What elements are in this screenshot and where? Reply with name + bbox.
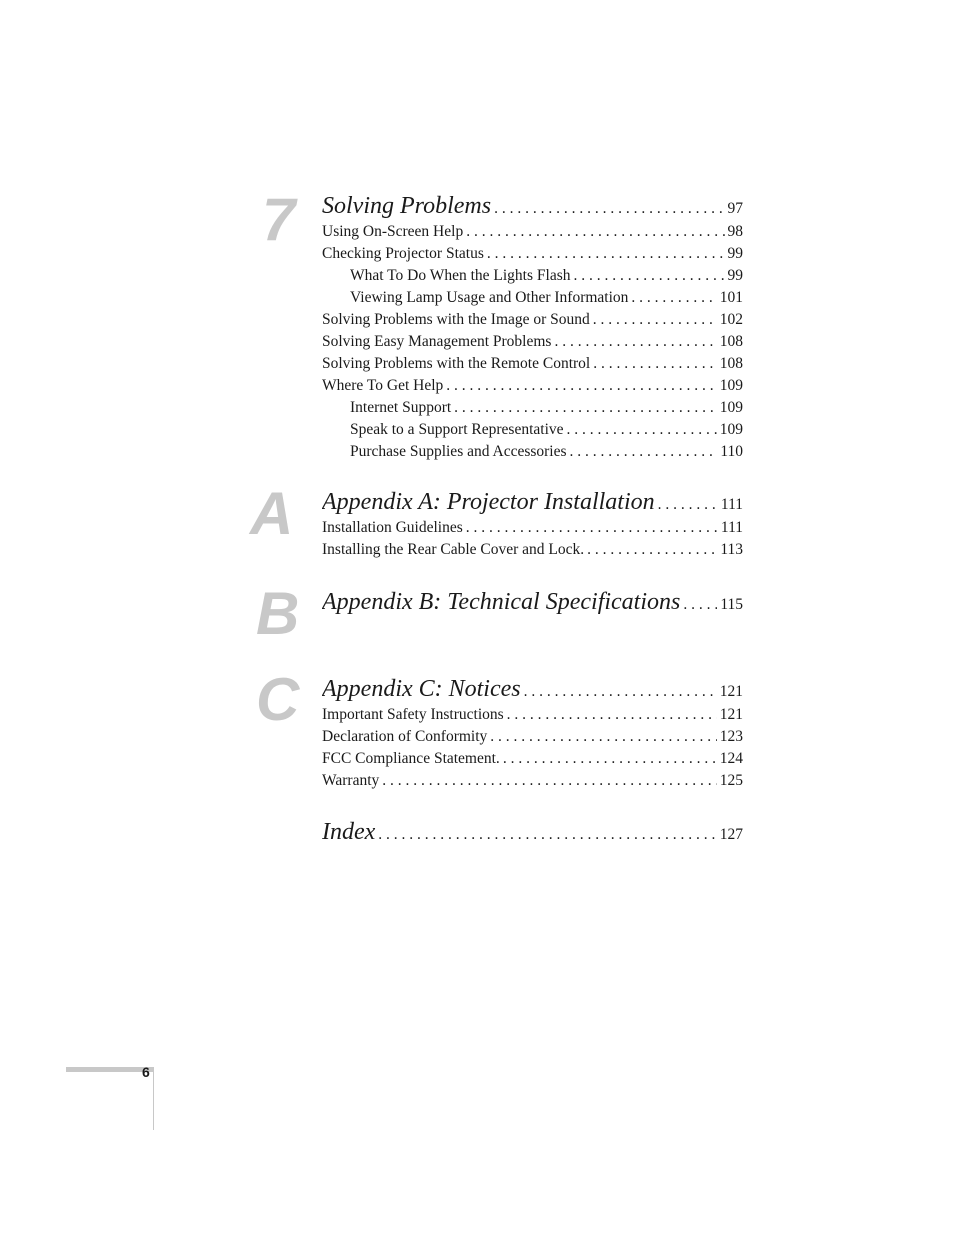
toc-entry-title: Installation Guidelines: [322, 519, 463, 536]
toc-subentry[interactable]: [322, 287, 743, 309]
toc-heading[interactable]: [322, 487, 743, 517]
toc-section-appendix-b: [322, 587, 743, 617]
toc-subentry[interactable]: [322, 265, 743, 287]
chapter-letter-7: 7: [262, 186, 296, 253]
toc-heading-page: 97: [727, 200, 743, 217]
toc-heading-page: 115: [720, 596, 743, 613]
toc-entry[interactable]: [322, 353, 743, 375]
toc-entry[interactable]: [322, 309, 743, 331]
toc-entry-title: FCC Compliance Statement.: [322, 750, 500, 767]
toc-entry-page: 111: [720, 519, 743, 536]
chapter-letter-c: C: [256, 666, 300, 733]
toc-entry-page: 101: [719, 289, 743, 306]
dot-leader: [587, 539, 717, 561]
toc-subentry[interactable]: [322, 419, 743, 441]
toc-heading-page: 127: [719, 826, 743, 843]
toc-entry-title: Viewing Lamp Usage and Other Information: [350, 289, 629, 306]
toc-entry[interactable]: [322, 375, 743, 397]
toc-entry-title: Using On-Screen Help: [322, 223, 464, 240]
chapter-letter-a: A: [250, 480, 294, 547]
toc-entry-title: Installing the Rear Cable Cover and Lock.: [322, 541, 585, 558]
toc-heading-title: Index: [322, 819, 376, 845]
toc-entry-page: 110: [720, 443, 743, 460]
toc-entry[interactable]: [322, 748, 743, 770]
toc-entry-title: Checking Projector Status: [322, 245, 484, 262]
toc-entry-page: 113: [720, 541, 743, 558]
toc-section-solving-problems: [322, 191, 743, 463]
toc-heading-title: Appendix B: Technical Specifications: [322, 589, 681, 615]
toc-heading[interactable]: [322, 817, 743, 847]
dot-leader: [487, 243, 725, 265]
toc-entry-page: 108: [719, 333, 743, 350]
dot-leader: [378, 820, 716, 847]
toc-entry[interactable]: [322, 331, 743, 353]
dot-leader: [446, 375, 716, 397]
dot-leader: [524, 677, 717, 704]
dot-leader: [683, 590, 717, 617]
dot-leader: [382, 770, 716, 792]
toc-heading-title: Appendix C: Notices: [322, 676, 521, 702]
toc-entry[interactable]: [322, 770, 743, 792]
toc-entry-page: 123: [719, 728, 743, 745]
toc-entry-page: 99: [727, 245, 743, 262]
toc-entry-page: 108: [719, 355, 743, 372]
toc-entry[interactable]: [322, 704, 743, 726]
toc-entry-page: 125: [719, 772, 743, 789]
toc-entry[interactable]: [322, 726, 743, 748]
dot-leader: [658, 490, 718, 517]
toc-entry[interactable]: [322, 221, 743, 243]
toc-heading[interactable]: [322, 674, 743, 704]
toc-heading-page: 111: [720, 496, 743, 513]
dot-leader: [631, 287, 716, 309]
toc-entry-title: Important Safety Instructions: [322, 706, 504, 723]
toc-entry-title: Speak to a Support Representative: [350, 421, 564, 438]
toc-entry-page: 121: [719, 706, 743, 723]
toc-section-index: [322, 817, 743, 847]
toc-entry-title: Solving Problems with the Image or Sound: [322, 311, 590, 328]
toc-subentry[interactable]: [322, 397, 743, 419]
page-number: 6: [142, 1064, 150, 1080]
toc-entry-page: 124: [719, 750, 743, 767]
dot-leader: [593, 353, 717, 375]
toc-entry[interactable]: [322, 517, 743, 539]
toc-heading-page: 121: [719, 683, 743, 700]
toc-heading-title: Solving Problems: [322, 193, 492, 219]
toc-heading[interactable]: [322, 587, 743, 617]
toc-heading[interactable]: [322, 191, 743, 221]
toc-entry[interactable]: [322, 539, 743, 561]
dot-leader: [554, 331, 716, 353]
dot-leader: [466, 221, 724, 243]
dot-leader: [494, 194, 724, 221]
toc-entry[interactable]: [322, 243, 743, 265]
toc-entry-title: Warranty: [322, 772, 380, 789]
dot-leader: [570, 441, 718, 463]
footer-divider: [153, 1067, 154, 1130]
chapter-letter-b: B: [256, 580, 300, 647]
toc-entry-page: 102: [719, 311, 743, 328]
toc-entry-title: Internet Support: [350, 399, 452, 416]
toc-entry-title: Solving Problems with the Remote Control: [322, 355, 591, 372]
dot-leader: [507, 704, 717, 726]
dot-leader: [466, 517, 718, 539]
footer-rule: [66, 1067, 154, 1072]
toc-entry-title: Where To Get Help: [322, 377, 444, 394]
dot-leader: [593, 309, 717, 331]
dot-leader: [490, 726, 716, 748]
dot-leader: [567, 419, 717, 441]
toc-section-appendix-a: [322, 487, 743, 561]
dot-leader: [454, 397, 717, 419]
toc-heading-title: Appendix A: Projector Installation: [322, 489, 655, 515]
toc-section-appendix-c: [322, 674, 743, 792]
toc-entry-title: What To Do When the Lights Flash: [350, 267, 571, 284]
toc-subentry[interactable]: [322, 441, 743, 463]
dot-leader: [573, 265, 724, 287]
toc-entry-page: 99: [727, 267, 743, 284]
toc-entry-title: Declaration of Conformity: [322, 728, 488, 745]
toc-entry-page: 109: [719, 421, 743, 438]
toc-entry-title: Purchase Supplies and Accessories: [350, 443, 567, 460]
toc-entry-page: 109: [719, 377, 743, 394]
toc-entry-page: 98: [727, 223, 743, 240]
dot-leader: [503, 748, 717, 770]
toc-entry-title: Solving Easy Management Problems: [322, 333, 552, 350]
toc-entry-page: 109: [719, 399, 743, 416]
